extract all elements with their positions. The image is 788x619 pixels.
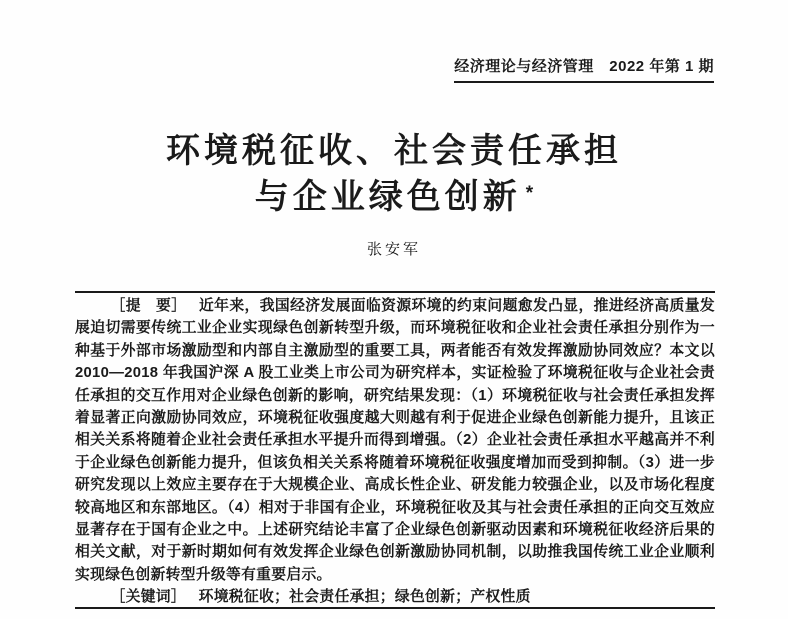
title-line-1: 环境税征收、社会责任承担	[166, 132, 622, 170]
abstract-paragraph	[75, 295, 715, 586]
journal-header-text: 经济理论与经济管理 2022 年第 1 期	[454, 55, 714, 83]
abstract-section	[75, 295, 715, 609]
keywords-text: 环境税征收；社会责任承担；绿色创新；产权性质	[198, 589, 531, 606]
journal-header	[454, 55, 714, 83]
keywords-paragraph	[75, 586, 715, 608]
title-line-2: 与企业绿色创新	[254, 178, 521, 216]
keywords-label: ［关键词］	[110, 589, 187, 606]
divider-bottom	[75, 607, 715, 609]
author-name: 张安军	[366, 241, 421, 258]
abstract-text: 近年来，我国经济发展面临资源环境的约束问题愈发凸显，推进经济高质量发展迫切需要传统工业企业实现绿色创新转型升级，而环境税征收和企业社会责任承担分别作为一种基于外部市场激励型和内部自主激励型的重要工具，两者能否有效发挥激励协同效应？本文以 2010—2018 年我国沪深 A 股工业类上市公司为研究样本，实证检验了环境税征收与企业社会责任承担的交互作用对企业绿色创新的影响，研究结果发现：（1）环境税征收与社会责任承担发挥着显著正向激励协同效应，环境税征收强度越大则越有利于促进企业绿色创新能力提升，且该正相关关系将随着企业社会责任承担水平提升而得到增强。（2）企业社会责任承担水平越高并不利于企业绿色创新能力提升，但该负相关关系将随着环境税征收强度增加而受到抑制。（3）进一步研究发现以上效应主要存在于大规模企业、高成长性企业、研发能力较强企业，以及市场化程度较高地区和东部地区。（4）相对于非国有企业，环境税征收及其与社会责任承担的正向交互效应显著存在于国有企业之中。上述研究结论丰富了企业绿色创新驱动因素和环境税征收经济后果的相关文献，对于新时期如何有效发挥企业绿色创新激励协同机制，以助推我国传统工业企业顺利实现绿色创新转型升级等有重要启示。	[75, 298, 715, 583]
abstract-label: ［提 要］	[110, 298, 187, 314]
paper-title	[0, 128, 788, 220]
title-footnote-asterisk: *	[525, 183, 534, 204]
divider-top	[75, 291, 715, 293]
